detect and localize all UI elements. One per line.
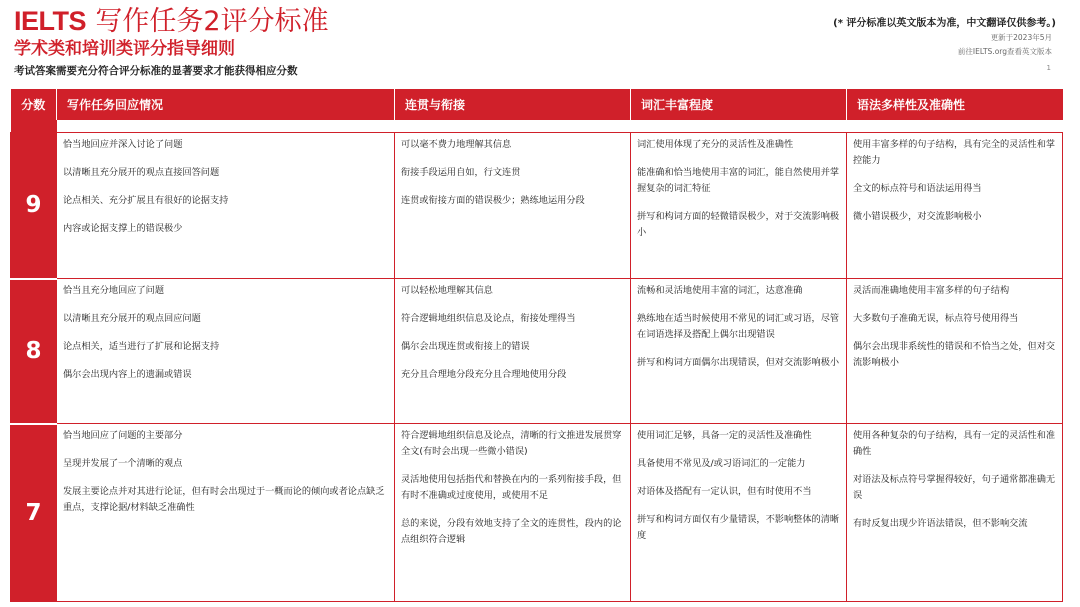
descriptor: 总的来说，分段有效地支持了全文的连贯性，段内的论点组织符合逻辑 <box>401 518 622 545</box>
requirement-note: 考试答案需要充分符合评分标准的显著要求才能获得相应分数 <box>14 65 298 77</box>
column-header-score: 分数 <box>11 89 57 120</box>
descriptor: 连贯或衔接方面的错误极少；熟练地运用分段 <box>401 195 585 206</box>
descriptor: 恰当且充分地回应了问题 <box>63 285 165 296</box>
descriptor: 词汇使用体现了充分的灵活性及准确性 <box>637 139 794 150</box>
descriptor: 符合逻辑地组织信息及论点，衔接处理得当 <box>401 313 576 324</box>
translation-disclaimer: (* 评分标准以英文版本为准，中文翻译仅供参考。) <box>833 18 1056 29</box>
title-text: 写作任务2评分标准 <box>95 6 329 37</box>
descriptor: 论点相关、充分扩展且有很好的论据支持 <box>63 195 229 206</box>
column-header-coherence: 连贯与衔接 <box>395 89 631 120</box>
band-row-8 <box>11 279 1063 424</box>
updated-date: 更新于2023年5月 <box>990 33 1052 42</box>
descriptor: 充分且合理地分段充分且合理地使用分段 <box>401 369 567 380</box>
descriptor: 拼写和构词方面仅有少量错误，不影响整体的清晰度 <box>637 514 840 541</box>
descriptor: 内容或论据支撑上的错误极少 <box>63 223 183 234</box>
descriptor: 可以毫不费力地理解其信息 <box>401 139 512 150</box>
band-score: 8 <box>11 279 57 424</box>
descriptor: 流畅和灵活地使用丰富的词汇，达意准确 <box>637 285 803 296</box>
descriptor: 全文的标点符号和语法运用得当 <box>853 183 982 194</box>
page-number: 1 <box>1046 64 1051 72</box>
descriptor: 衔接手段运用自如，行文连贯 <box>401 167 521 178</box>
descriptor: 拼写和构词方面偶尔出现错误，但对交流影响极小 <box>637 357 840 368</box>
header-spacer <box>11 120 1063 133</box>
descriptor: 恰当地回应了问题的主要部分 <box>63 430 183 441</box>
table-header-row <box>11 89 1063 120</box>
column-header-task-response: 写作任务回应情况 <box>57 89 395 120</box>
band-descriptor-table <box>10 89 1063 602</box>
descriptor: 熟练地在适当时候使用不常见的词汇或习语，尽管在词语选择及搭配上偶尔出现错误 <box>637 313 840 340</box>
descriptor: 可以轻松地理解其信息 <box>401 285 493 296</box>
descriptor: 灵活而准确地使用丰富多样的句子结构 <box>853 285 1010 296</box>
lexical-cell <box>631 424 847 602</box>
descriptor: 以清晰且充分展开的观点回应问题 <box>63 313 201 324</box>
page-subtitle: 学术类和培训类评分指导细则 <box>14 39 235 59</box>
grammar-cell <box>847 424 1063 602</box>
coherence-cell <box>395 424 631 602</box>
descriptor: 呈现并发展了一个清晰的观点 <box>63 458 183 469</box>
lexical-cell <box>631 133 847 279</box>
descriptor: 偶尔会出现内容上的遗漏或错误 <box>63 369 192 380</box>
descriptor: 大多数句子准确无误，标点符号使用得当 <box>853 313 1019 324</box>
descriptor: 微小错误极少，对交流影响极小 <box>853 211 982 222</box>
column-header-grammar: 语法多样性及准确性 <box>847 89 1063 120</box>
descriptor: 论点相关，适当进行了扩展和论据支持 <box>63 341 220 352</box>
spacer-cell <box>395 120 631 133</box>
spacer-cell <box>631 120 847 133</box>
descriptor: 具备使用不常见及/或习语词汇的一定能力 <box>637 458 806 469</box>
title-brand: IELTS <box>14 6 87 36</box>
band-score: 9 <box>11 133 57 279</box>
lexical-cell <box>631 279 847 424</box>
band-score: 7 <box>11 424 57 602</box>
descriptor: 偶尔会出现连贯或衔接上的错误 <box>401 341 530 352</box>
task-response-cell <box>57 279 395 424</box>
descriptor: 发展主要论点并对其进行论证，但有时会出现过于一概而论的倾向或者论点缺乏重点，支撑论据/材料缺乏准确性 <box>63 486 385 513</box>
grammar-cell <box>847 133 1063 279</box>
descriptor: 使用各种复杂的句子结构，具有一定的灵活性和准确性 <box>853 430 1056 457</box>
grammar-cell <box>847 279 1063 424</box>
descriptor: 使用词汇足够，具备一定的灵活性及准确性 <box>637 430 812 441</box>
descriptor: 符合逻辑地组织信息及论点，清晰的行文推进发展贯穿全文(有时会出现一些微小错误) <box>401 430 622 457</box>
coherence-cell <box>395 279 631 424</box>
page-header <box>0 0 1080 88</box>
descriptor: 对语体及搭配有一定认识，但有时使用不当 <box>637 486 812 497</box>
spacer-cell <box>847 120 1063 133</box>
descriptor: 恰当地回应并深入讨论了问题 <box>63 139 183 150</box>
spacer-score-cell <box>11 120 57 133</box>
spacer-cell <box>57 120 395 133</box>
descriptor: 灵活地使用包括指代和替换在内的一系列衔接手段，但有时不准确或过度使用，或使用不足 <box>401 474 622 501</box>
task-response-cell <box>57 133 395 279</box>
english-version-link[interactable]: 前往IELTS.org查看英文版本 <box>957 47 1052 56</box>
descriptor: 以清晰且充分展开的观点直接回答问题 <box>63 167 220 178</box>
task-response-cell <box>57 424 395 602</box>
band-row-7 <box>11 424 1063 602</box>
coherence-cell <box>395 133 631 279</box>
descriptor: 使用丰富多样的句子结构，具有完全的灵活性和掌控能力 <box>853 139 1056 166</box>
descriptor: 对语法及标点符号掌握得较好，句子通常都准确无误 <box>853 474 1056 501</box>
descriptor: 拼写和构词方面的轻微错误极少，对于交流影响极小 <box>637 211 840 238</box>
descriptor: 能准确和恰当地使用丰富的词汇，能自然使用并掌握复杂的词汇特征 <box>637 167 840 194</box>
page-title <box>14 4 329 39</box>
descriptor: 有时反复出现少许语法错误，但不影响交流 <box>853 518 1028 529</box>
band-row-9 <box>11 133 1063 279</box>
descriptor: 偶尔会出现非系统性的错误和不恰当之处，但对交流影响极小 <box>853 341 1056 368</box>
column-header-lexical: 词汇丰富程度 <box>631 89 847 120</box>
